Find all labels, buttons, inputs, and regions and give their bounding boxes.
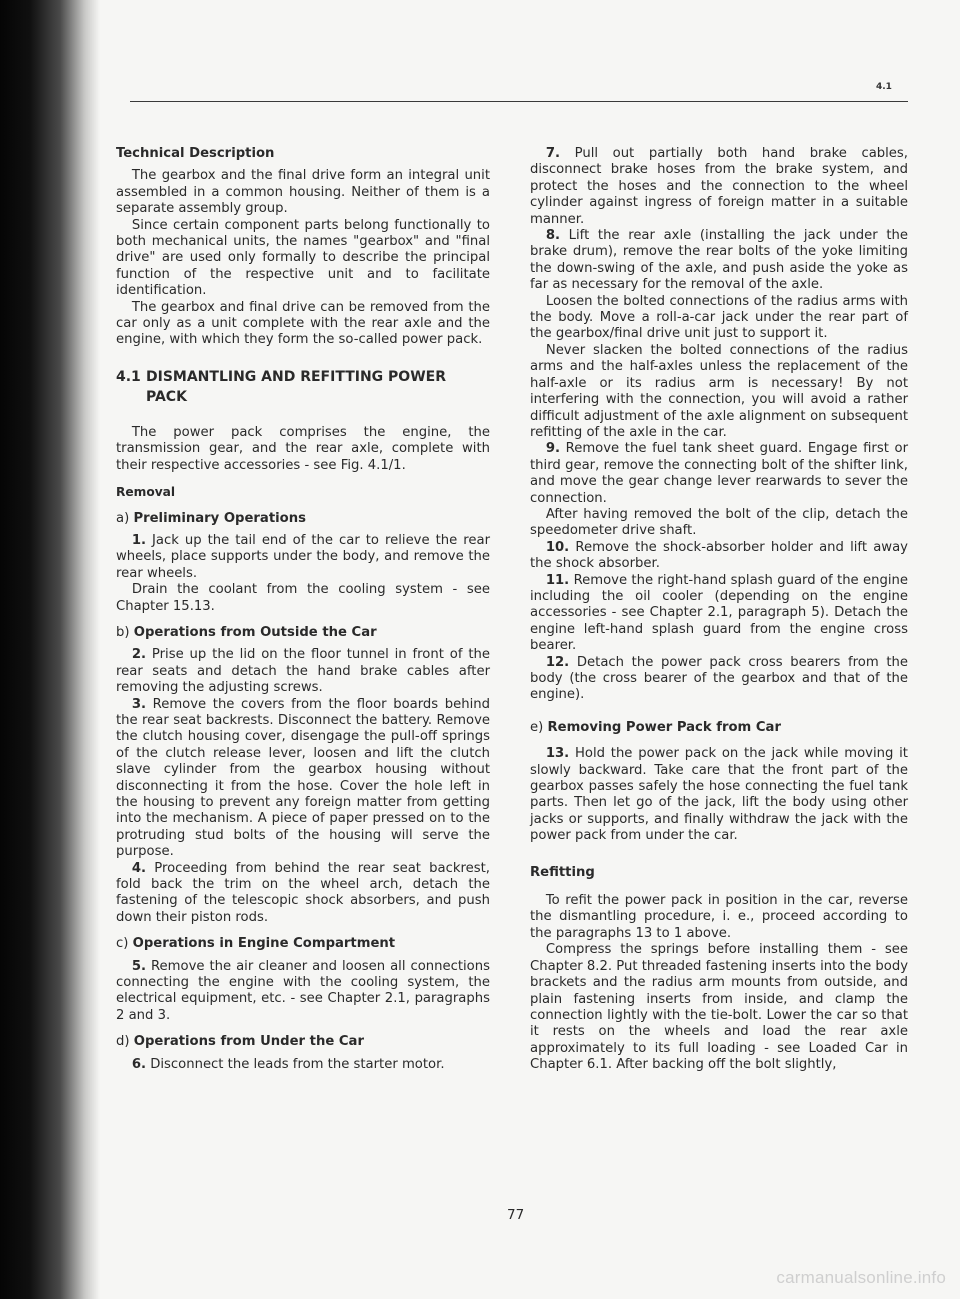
step-5-number: 5. [131, 958, 147, 974]
step-12-number: 12. [545, 654, 570, 670]
step-12-text: Detach the power pack cross bearers from the body (the cross bearer of the gearbox and that of the engine). [530, 654, 908, 703]
step-6-number: 6. [131, 1056, 147, 1072]
subheading-b-title: Operations from Outside the Car [133, 624, 377, 640]
section-heading-title: DISMANTLING AND REFITTING POWER PACK [146, 368, 446, 405]
step-6-text: Disconnect the leads from the starter motor. [150, 1056, 445, 1072]
page-number: 77 [507, 1207, 525, 1223]
step-6 [116, 1057, 490, 1073]
subheading-e-prefix: e) [530, 719, 544, 735]
book-binding-shadow [0, 0, 100, 1299]
step-7-number: 7. [545, 146, 561, 161]
removal-heading: Removal [116, 485, 176, 500]
tech-paragraph-2: Since certain component parts belong functionally to both mechanical units, the names "gearbox" and "final drive" are used only formally to describe the principal function of the respective unit and to facilitate identification. [116, 217, 490, 299]
step-2-text: Prise up the lid on the floor tunnel in front of the rear seats and detach the hand brake cables after removing the adjusting screws. [116, 647, 490, 696]
step-8 [530, 228, 908, 294]
step-1-text: Jack up the tail end of the car to relieve the rear wheels, place supports under the body, and remove the rear wheels. [116, 532, 490, 581]
subheading-a [116, 511, 490, 527]
section-heading [116, 367, 490, 407]
step-3 [116, 697, 490, 861]
step-9-number: 9. [545, 441, 561, 457]
step-1-number: 1. [131, 532, 147, 548]
step-10 [530, 540, 908, 573]
step-4 [116, 861, 490, 927]
subheading-c [116, 936, 490, 952]
step-8-number: 8. [545, 228, 561, 244]
header-rule [130, 101, 908, 102]
right-column [530, 146, 908, 1074]
step-1 [116, 533, 490, 582]
step-2 [116, 647, 490, 696]
subheading-a-title: Preliminary Operations [133, 510, 306, 526]
step-7 [530, 146, 908, 228]
step-13 [530, 746, 908, 844]
tech-description-heading: Technical Description [116, 146, 275, 161]
subheading-d [116, 1034, 490, 1050]
tech-paragraph-1: The gearbox and the final drive form an integral unit assembled in a common housing. Neither of them is a separate assembly group. [116, 168, 490, 217]
subheading-c-title: Operations in Engine Compartment [132, 936, 396, 952]
subheading-e-title: Removing Power Pack from Car [547, 719, 781, 735]
step-7-text: Pull out partially both hand brake cables, disconnect brake hoses from the brake system, and protect the hoses and the connection to the wheel cylinder against ingress of foreign matter in a suitable manner. [530, 146, 908, 227]
step-11 [530, 573, 908, 655]
left-column [116, 146, 490, 1073]
step-4-text: Proceeding from behind the rear seat backrest, fold back the trim on the wheel arch, detach the fastening of the telescopic shock absorbers, and push down their piston rods. [116, 860, 490, 925]
refitting-paragraph-2: Compress the springs before installing them - see Chapter 8.2. Put threaded fastening inserts into the body brackets and the radius arm mounts from outside, and plain fastening inserts from inside, and clamp the connection lightly with the tie-bolt. Lower the car so that it rests on the wheels and load the rear axle approximately to its full loading - see Loaded Car in Chapter 6.1. After backing off the bolt slightly, [530, 942, 909, 1073]
tech-paragraph-3: The gearbox and final drive can be removed from the car only as a unit complete with the rear axle and the engine, with which they form the so-called power pack. [116, 299, 490, 348]
step-8-text: Lift the rear axle (installing the jack under the brake drum), remove the rear bolts of the yoke limiting the down-swing of the axle, and push aside the yoke as far as necessary for the removal of the axle. [530, 228, 908, 293]
subheading-d-prefix: d) [116, 1034, 130, 1050]
step-11-number: 11. [545, 572, 570, 588]
step-2-number: 2. [131, 647, 147, 663]
subheading-b [116, 625, 490, 641]
step-4-number: 4. [131, 860, 147, 876]
step-11-text: Remove the right-hand splash guard of the engine including the oil cooler (depending on the engine accessories - see Chapter 2.1, paragraph 5). Detach the engine left-hand splash guard from the engine cross bearer. [530, 572, 908, 654]
step-9-paragraph-2: After having removed the bolt of the clip, detach the speedometer drive shaft. [530, 506, 908, 539]
step-9-text: Remove the fuel tank sheet guard. Engage first or third gear, remove the connecting bolt of the shifter link, and move the gear change lever rearwards to sever the connection. [530, 441, 908, 506]
step-13-number: 13. [545, 746, 570, 762]
refitting-paragraph-1: To refit the power pack in position in the car, reverse the dismantling procedure, i. e., proceed according to the paragraphs 13 to 1 above. [530, 893, 908, 941]
watermark: carmanualsonline.info [776, 1268, 946, 1287]
subheading-c-prefix: c) [116, 936, 129, 952]
section-heading-number: 4.1 [116, 368, 141, 385]
step-10-text: Remove the shock-absorber holder and lift away the shock absorber. [530, 539, 908, 572]
step-5 [116, 959, 490, 1025]
step-12 [530, 655, 908, 704]
refitting-heading: Refitting [530, 864, 595, 880]
step-13-text: Hold the power pack on the jack while moving it slowly backward. Take care that the front part of the gearbox passes safely the hose connecting the fuel tank parts. Then let go of the jack, lift the body using other jacks or supports, and finally withdraw the jack with the power pack from under the car. [530, 746, 908, 844]
step-5-text: Remove the air cleaner and loosen all connections connecting the engine with the cooling system, the electrical equipment, etc. - see Chapter 2.1, paragraphs 2 and 3. [116, 958, 490, 1023]
step-3-text: Remove the covers from the floor boards behind the rear seat backrests. Disconnect the battery. Remove the clutch housing cover, disengage the pull-off springs of the clutch release lever, loosen and lift the clutch slave cylinder from the gearbox housing without disconnecting it from the hose. Cover the hole left in the housing to prevent any foreign matter from getting into the mechanism. A piece of paper pressed on to the protruding stud bolts of the housing will serve the purpose. [116, 696, 490, 860]
step-1-paragraph-2: Drain the coolant from the cooling system - see Chapter 15.13. [116, 582, 490, 614]
subheading-d-title: Operations from Under the Car [133, 1034, 364, 1050]
subheading-b-prefix: b) [116, 624, 130, 640]
header-section-number: 4.1 [876, 82, 892, 92]
step-10-number: 10. [545, 539, 570, 555]
step-9 [530, 441, 908, 507]
subheading-e [530, 720, 908, 736]
step-3-number: 3. [131, 696, 147, 712]
subheading-a-prefix: a) [116, 510, 130, 526]
step-8-paragraph-2: Loosen the bolted connections of the radius arms with the body. Move a roll-a-car jack under the rear part of the gearbox/final drive unit just to support it. [530, 293, 908, 342]
intro-paragraph: The power pack comprises the engine, the transmission gear, and the rear axle, complete with their respective accessories - see Fig. 4.1/1. [116, 424, 490, 473]
step-8-paragraph-3: Never slacken the bolted connections of the radius arms and the half-axles unless the replacement of the half-axle or its radius arm is necessary! By not interfering with the connection, you will avoid a rather difficult adjustment of the axle alignment on subsequent refitting of the axle in the car. [530, 342, 908, 440]
